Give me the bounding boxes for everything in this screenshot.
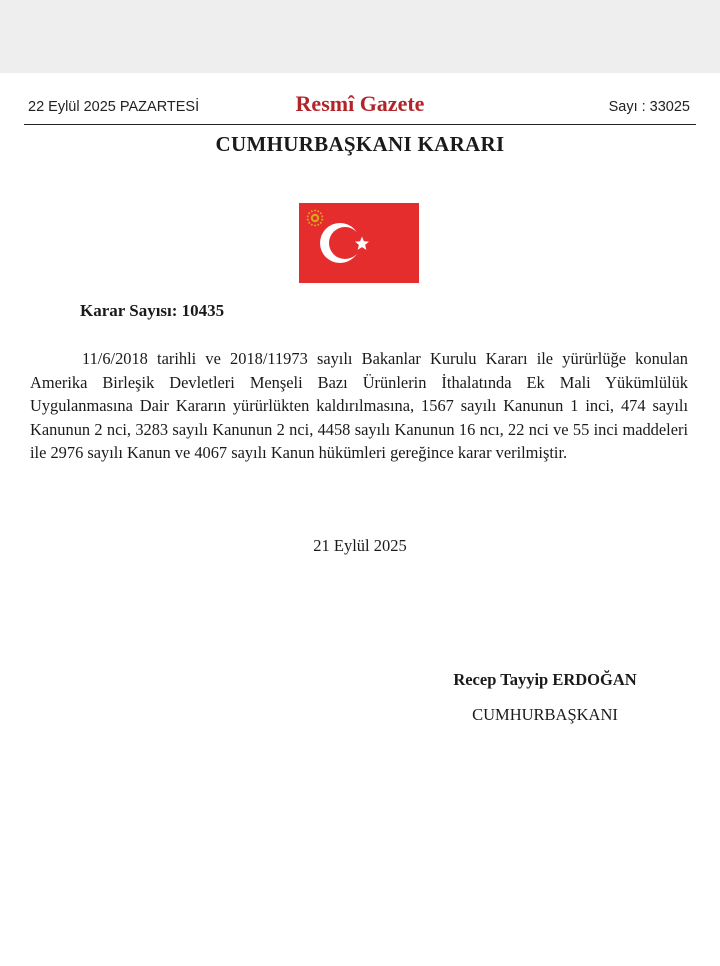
signer-title: CUMHURBAŞKANI	[472, 705, 618, 724]
signer-name: Recep Tayyip ERDOĞAN	[453, 670, 637, 689]
gazette-header	[24, 90, 696, 125]
turkish-flag-icon	[299, 203, 419, 283]
decision-date: 21 Eylül 2025	[313, 536, 407, 555]
decision-number: Karar Sayısı: 10435	[80, 301, 225, 320]
top-bar	[0, 0, 720, 73]
gazette-title: Resmî Gazete	[295, 91, 425, 116]
decision-body: 11/6/2018 tarihli ve 2018/11973 sayılı Bakanlar Kurulu Kararı ile yürürlüğe konulan Amerika Birleşik Devletleri Menşeli Bazı Ürünlerin İthalatında Ek Mali Yükümlülük Uygulanmasına Dair Kararın yürürlükten kaldırılmasına, 1567 sayılı Kanunun 1 inci, 474 sayılı Kanunun 2 nci, 3283 sayılı Kanunun 2 nci, 4458 sayılı Kanunun 16 ncı, 22 nci ve 55 inci maddeleri ile 2976 sayılı Kanun ve 4067 sayılı Kanun hükümleri gereğince karar verilmiştir.	[30, 349, 688, 463]
document-title: CUMHURBAŞKANI KARARI	[215, 132, 505, 156]
issue-number: Sayı : 33025	[608, 99, 690, 115]
header-date: 22 Eylül 2025 PAZARTESİ	[28, 99, 200, 115]
